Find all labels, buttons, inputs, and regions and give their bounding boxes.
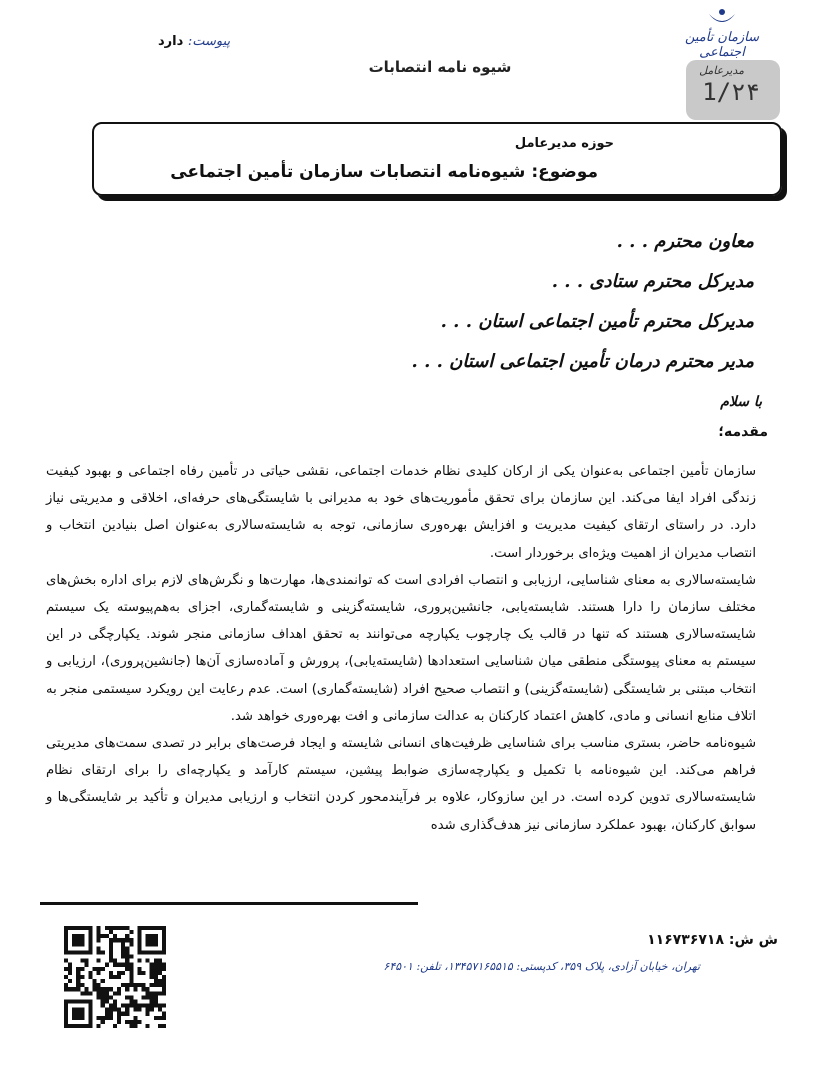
attachment-line — [158, 34, 230, 49]
recipient-line: مدیر محترم درمان تأمین اجتماعی استان . . . — [411, 351, 754, 372]
document-title: شیوه نامه انتصابات — [368, 58, 512, 76]
bottom-rule — [40, 902, 418, 905]
subject-box — [92, 122, 782, 196]
stamp-label: مدیرعامل — [699, 64, 744, 77]
org-name: سازمان تأمین اجتماعی — [684, 30, 760, 60]
number-stamp — [686, 60, 780, 120]
body-paragraph: سازمان تأمین اجتماعی به‌عنوان یکی از ارکان کلیدی نظام خدمات اجتماعی، نقشی حیاتی در تأمین رفاه اجتماعی و بهبود کیفیت زندگی افراد ایفا می‌کند. این سازمان برای تحقق مأموریت‌های خود به مدیرانی با شایستگی‌های حرفه‌ای، اخلاقی و مدیریتی نیاز دارد. در راستای ارتقای کیفیت مدیریت و افزایش بهره‌وری سازمانی، توجه به شایسته‌سالاری به‌عنوان اصل بنیادین انتخاب و انتصاب مدیران از اهمیت ویژه‌ای برخوردار است. — [46, 464, 756, 561]
recipients-list — [412, 222, 754, 382]
intro-heading: مقدمه؛ — [718, 424, 768, 440]
letter-body — [46, 458, 756, 839]
footer-address: تهران، خیابان آزادی، پلاک ۳۵۹، کدپستی: ۱۳۴۵۷۱۶۵۵۱۵، تلفن: ۶۴۵۰۱ — [383, 960, 700, 973]
qr-code-icon — [64, 926, 166, 1028]
attachment-label: پیوست: — [187, 34, 231, 49]
org-logo — [672, 6, 772, 58]
greeting: با سلام — [720, 394, 762, 410]
registration-number: ش ش: ۱۱۶۷۳۶۷۱۸ — [647, 932, 778, 948]
stamp-number: 1/۲۴ — [702, 78, 760, 106]
recipient-line: مدیرکل محترم تأمین اجتماعی استان . . . — [440, 311, 754, 332]
domain-heading: حوزه مدیرعامل — [514, 136, 614, 151]
recipient-line: مدیرکل محترم ستادی . . . — [551, 271, 754, 292]
recipient-line: معاون محترم . . . — [616, 231, 754, 252]
subject-line: موضوع: شیوه‌نامه انتصابات سازمان تأمین اجتماعی — [170, 162, 598, 182]
org-emblem-icon — [705, 6, 739, 28]
body-paragraph: شایسته‌سالاری به معنای شناسایی، ارزیابی و انتصاب افرادی است که توانمندی‌ها، مهارت‌ها و نگرش‌های لازم برای اداره بخش‌های مختلف سازمان را دارا هستند. شایسته‌یابی، جانشین‌پروری، شایسته‌گزینی و شایسته‌گماری، اجزای به‌هم‌پیوسته یک سیستم شایسته‌سالاری هستند که تنها در قالب یک چارچوب یکپارچه می‌توانند به تحقق اهداف سازمانی منجر شوند. یکپارچگی در این سیستم به معنای پیوستگی منطقی میان شناسایی استعدادها (شایسته‌یابی)، پرورش و آماده‌سازی آن‌ها (جانشین‌پروری)، ارزیابی و انتخاب مبتنی بر شایستگی (شایسته‌گزینی) و انتصاب صحیح افراد (شایسته‌گماری) است. عدم رعایت این رویکرد سیستمی منجر به اتلاف منابع انسانی و مادی، کاهش اعتماد کارکنان به عدالت سازمانی و افت بهره‌وری خواهد شد. — [46, 572, 756, 724]
attachment-value: دارد — [158, 34, 184, 49]
body-paragraph: شیوه‌نامه حاضر، بستری مناسب برای شناسایی ظرفیت‌های انسانی شایسته و ایجاد فرصت‌های برابر در تصدی سمت‌های مدیریتی فراهم می‌کند. این شیوه‌نامه با تکمیل و یکپارچه‌سازی ضوابط پیشین، سیستم کارآمد و یکپارچه‌ای را برای ارتقای نظام شایسته‌سالاری تدوین کرده است. در این سازوکار، علاوه بر فرآیندمحور کردن انتخاب و ارزیابی مدیران و تأکید بر شایستگی‌ها و سوابق کارکنان، بهبود عملکرد سازمانی نیز هدف‌گذاری شده — [46, 736, 756, 833]
